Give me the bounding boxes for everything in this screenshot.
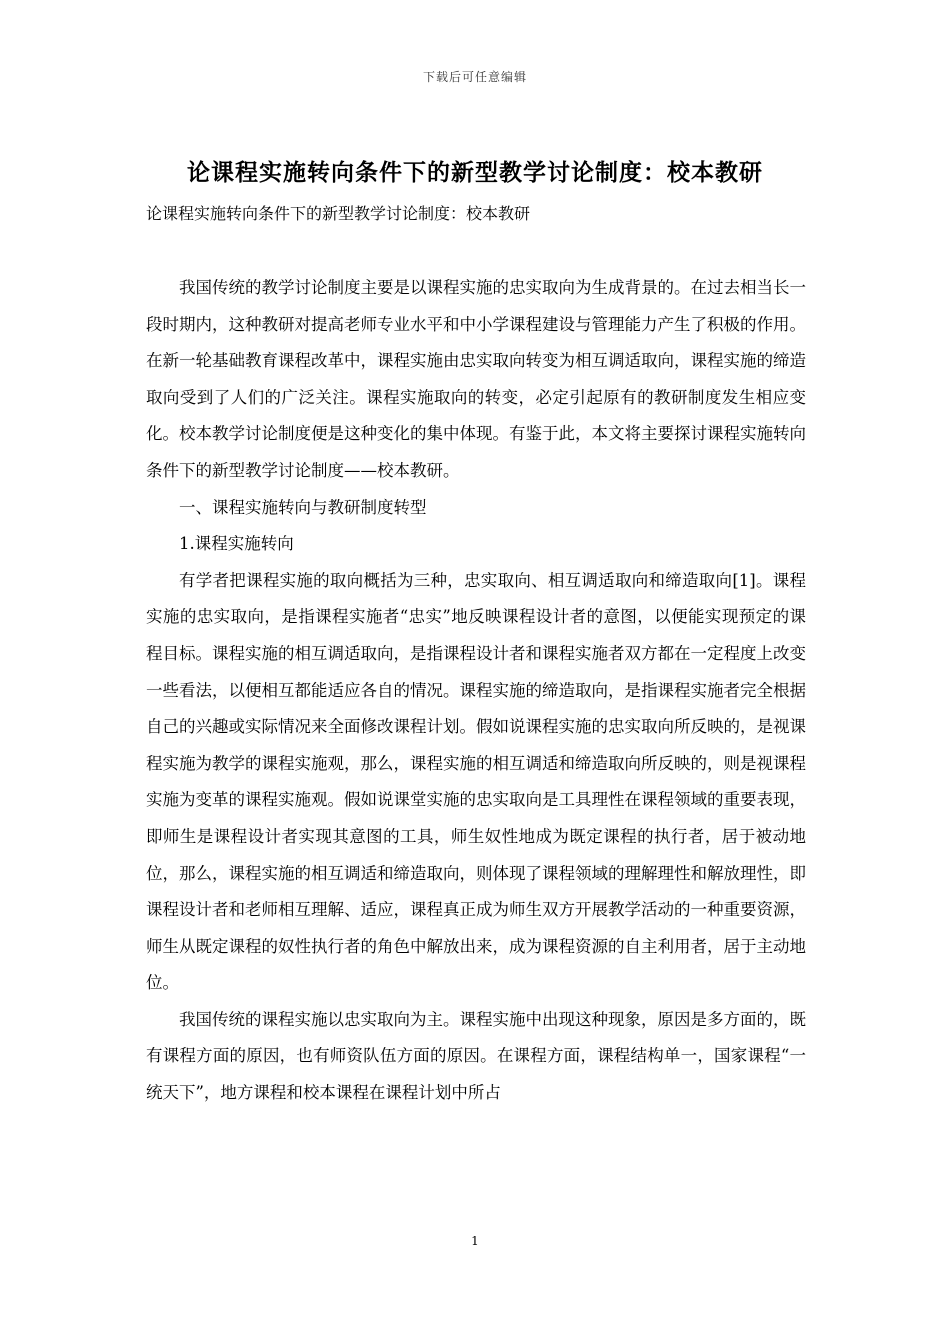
document-body — [146, 270, 806, 1112]
section-heading: 一、课程实施转向与教研制度转型 — [179, 497, 427, 517]
paragraph-orientations: 有学者把课程实施的取向概括为三种，忠实取向、相互调适取向和缔造取向[1]。课程实施的忠实取向，是指课程实施者“忠实”地反映课程设计者的意图，以便能实现预定的课程目标。课程实施的相互调适取向，是指课程设计者和课程实施者双方都在一定程度上改变一些看法，以便相互都能适应各自的情况。课程实施的缔造取向，是指课程实施者完全根据自己的兴趣或实际情况来全面修改课程计划。假如说课程实施的忠实取向所反映的，是视课程实施为教学的课程实施观，那么，课程实施的相互调适和缔造取向所反映的，则是视课程实施为变革的课程实施观。假如说课堂实施的忠实取向是工具理性在课程领域的重要表现，即师生是课程设计者实现其意图的工具，师生奴性地成为既定课程的执行者，居于被动地位，那么，课程实施的相互调适和缔造取向，则体现了课程领域的理解理性和解放理性，即课程设计者和老师相互理解、适应，课程真正成为师生双方开展教学活动的一种重要资源，师生从既定课程的奴性执行者的角色中解放出来，成为课程资源的自主利用者，居于主动地位。 — [146, 570, 806, 993]
header-note: 下载后可任意编辑 — [422, 70, 527, 84]
document-subtitle: 论课程实施转向条件下的新型教学讨论制度：校本教研 — [146, 204, 531, 223]
paragraph-intro: 我国传统的教学讨论制度主要是以课程实施的忠实取向为生成背景的。在过去相当长一段时期内，这种教研对提高老师专业水平和中小学课程建设与管理能力产生了积极的作用。在新一轮基础教育课程改革中，课程实施由忠实取向转变为相互调适取向，课程实施的缔造取向受到了人们的广泛关注。课程实施取向的转变，必定引起原有的教研制度发生相应变化。校本教学讨论制度便是这种变化的集中体现。有鉴于此，本文将主要探讨课程实施转向条件下的新型教学讨论制度——校本教研。 — [146, 278, 806, 480]
paragraph-traditional: 我国传统的课程实施以忠实取向为主。课程实施中出现这种现象，原因是多方面的，既有课程方面的原因，也有师资队伍方面的原因。在课程方面，课程结构单一，国家课程“一统天下”，地方课程和校本课程在课程计划中所占 — [146, 1009, 806, 1103]
page-number: 1 — [471, 1234, 479, 1248]
document-title: 论课程实施转向条件下的新型教学讨论制度：校本教研 — [187, 159, 763, 186]
subsection-heading: 1.课程实施转向 — [179, 534, 294, 554]
